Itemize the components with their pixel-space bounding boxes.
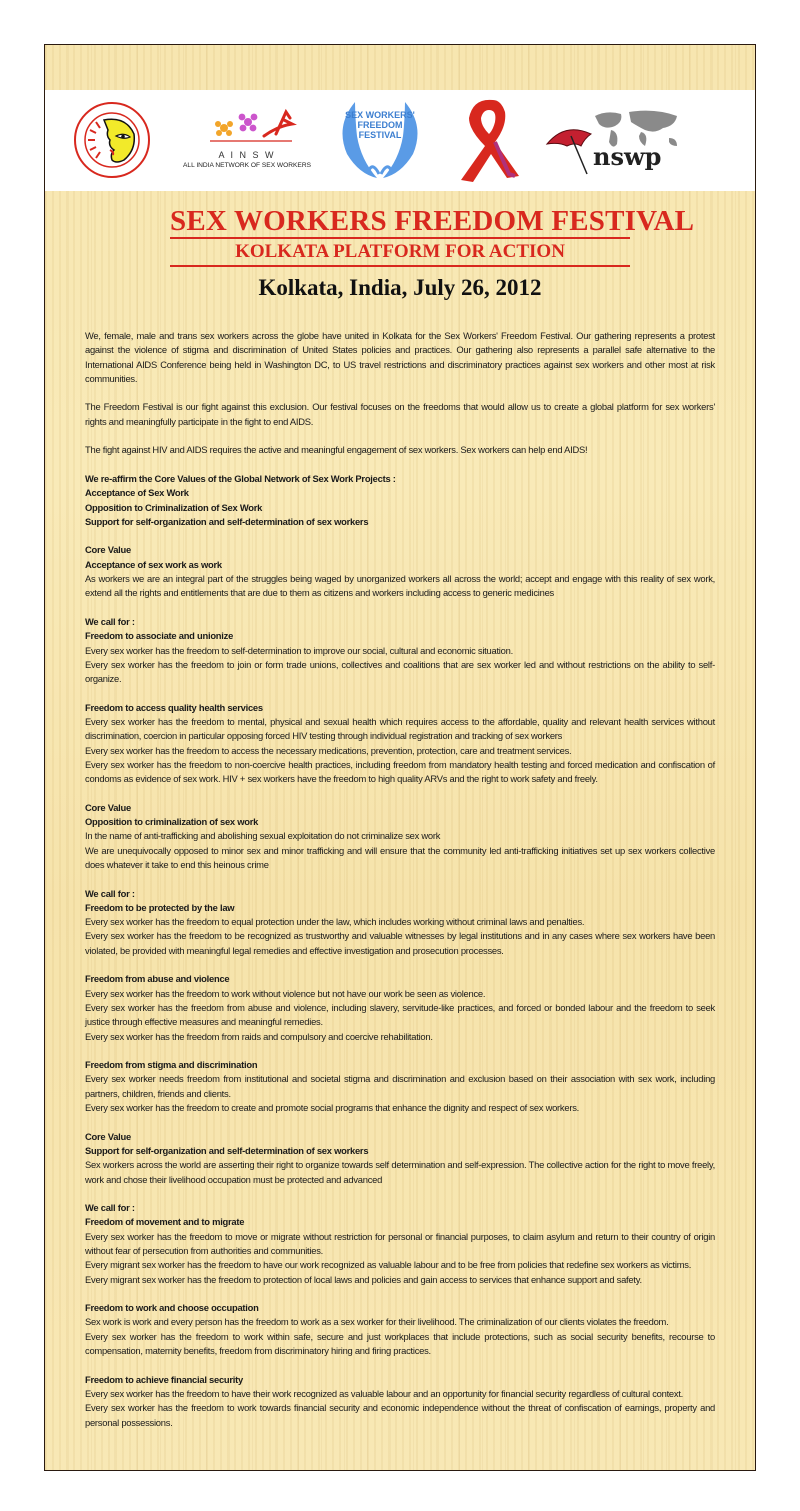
page-title: SEX WORKERS FREEDOM FESTIVAL	[170, 205, 695, 237]
freedom-line: Every sex worker has the freedom to work without violence but not have our work be seen as violence.	[85, 987, 486, 999]
freedom-line: Every sex worker has the freedom from abuse and violence, including slavery, servitude-like practices, and forced or bonded labour and the freedom to seek justice through effective measures and meaningful remedies.	[85, 1001, 715, 1028]
intro-paragraph: The fight against HIV and AIDS requires the active and meaningful engagement of sex workers. Sex workers can help end AIDS!	[85, 444, 588, 456]
freedom-title: Freedom to achieve financial security	[85, 1373, 243, 1385]
reaffirm-item: Acceptance of Sex Work	[85, 487, 189, 499]
poster-frame	[44, 44, 756, 1471]
intro-paragraph: We, female, male and trans sex workers across the globe have united in Kolkata for the Sex Workers' Freedom Festival. Our gathering represents a protest against the violence of stigma and discrimination of United States policies and practices. Our gathering also represents a parallel safe alternative to the International AIDS Conference being held in Washington DC, to US travel restrictions and discriminatory practices against sex workers and other most at risk communities.	[85, 330, 715, 384]
freedom-line: Every sex worker has the freedom to join or form trade unions, collectives and coalitions that are sex worker led and without restrictions on the ability to self-organize.	[85, 658, 715, 685]
core-value-block	[85, 801, 715, 872]
call-for-label: We call for :	[85, 887, 135, 899]
freedom-line: Every sex worker has the freedom to create and promote social programs that enhance the dignity and respect of sex workers.	[85, 1102, 579, 1114]
call-for-label: We call for :	[85, 615, 135, 627]
dmsc-logo	[72, 100, 152, 180]
freedom-line: Every sex worker has the freedom to access the necessary medications, prevention, protection, care and treatment services.	[85, 744, 572, 756]
freedom-line: Every sex worker has the freedom to equal protection under the law, which includes working without criminal laws and penalties.	[85, 916, 585, 928]
page-subtitle: KOLKATA PLATFORM FOR ACTION	[170, 239, 630, 267]
place-date: Kolkata, India, July 26, 2012	[258, 275, 542, 300]
freedom-line: Every sex worker has the freedom to have their work recognized as valuable labour and an opportunity for financial security regardless of cultural context.	[85, 1387, 684, 1399]
ainsw-logo	[172, 104, 322, 180]
freedom-block	[85, 972, 715, 1043]
reaffirm-item: Support for self-organization and self-determination of sex workers	[85, 515, 369, 527]
core-value-label: Core Value	[85, 1130, 131, 1142]
freedom-line: Every sex worker has the freedom to work within safe, secure and just workplaces that include protections, such as social security benefits, recourse to compensation, maternity benefits, freedom from discriminatory hiring and firing practices.	[85, 1330, 715, 1357]
reaffirm-heading: We re-affirm the Core Values of the Global Network of Sex Work Projects :	[85, 472, 396, 484]
freedom-block	[85, 1201, 715, 1287]
freedom-line: Every sex worker has the freedom to be recognized as trustworthy and valuable witnesses by legal institutions and in any cases where sex workers have been violated, be provided with meaningful legal remedies and effective investigation and prosecution processes.	[85, 930, 715, 956]
core-value-block	[85, 1130, 715, 1187]
freedom-title: Freedom of movement and to migrate	[85, 1216, 245, 1228]
intro-paragraph: The Freedom Festival is our fight against this exclusion. Our festival focuses on the freedoms that would allow us to create a global platform for sex workers' rights and meaningfully participate in the fight to end AIDS.	[85, 401, 715, 427]
freedom-line: Every sex worker has the freedom to work towards financial security and economic independence without the threat of confiscation of earnings, property and personal possessions.	[85, 1402, 715, 1428]
freedom-block	[85, 1373, 715, 1430]
ainsw-acronym: A I N S W	[218, 150, 276, 160]
core-value-text: We are unequivocally opposed to minor sex and minor trafficking and will ensure that the community led anti-trafficking initiatives set up sex workers collective does whatever it take to end this heinous crime	[85, 844, 715, 870]
freedom-title: Freedom to associate and unionize	[85, 630, 234, 642]
freedom-title: Freedom from abuse and violence	[85, 973, 230, 985]
freedom-block	[85, 1058, 715, 1115]
freedom-line: Sex work is work and every person has the freedom to work as a sex worker for their livelihood. The criminalization of our clients violates the freedom.	[85, 1316, 669, 1328]
ainsw-flowers-icon	[172, 104, 322, 144]
festival-logo-line1: SEX WORKERS'	[345, 110, 415, 120]
title-block	[45, 205, 755, 303]
freedom-line: Every sex worker has the freedom from raids and compulsory and coercive rehabilitation.	[85, 1030, 433, 1042]
freedom-block	[85, 1301, 715, 1358]
festival-logo-line2: FREEDOM	[357, 120, 403, 130]
ainsw-name: ALL INDIA NETWORK OF SEX WORKERS	[183, 162, 311, 169]
core-value-text: Sex workers across the world are asserting their right to organize towards self determination and self-expression. The collective action for the right to move freely, work and chose their livelihood occupation must be protected and advanced	[85, 1159, 715, 1185]
freedom-line: Every migrant sex worker has the freedom to protection of local laws and policies and gain access to services that enhance support and safety.	[85, 1273, 642, 1285]
core-value-title: Opposition to criminalization of sex work	[85, 816, 259, 828]
core-value-label: Core Value	[85, 544, 131, 556]
reaffirm-item: Opposition to Criminalization of Sex Work	[85, 501, 263, 513]
logo-band	[45, 90, 755, 191]
nswp-logo	[545, 108, 705, 178]
freedom-block	[85, 701, 715, 787]
core-value-title: Acceptance of sex work as work	[85, 558, 222, 570]
freedom-line: Every sex worker needs freedom from institutional and societal stigma and discrimination and exclusion based on their association with sex work, including partners, children, friends and clients.	[85, 1073, 715, 1099]
core-value-label: Core Value	[85, 801, 131, 813]
freedom-title: Freedom from stigma and discrimination	[85, 1059, 258, 1071]
freedom-line: Every sex worker has the freedom to move or migrate without restriction for personal or financial purposes, to claim asylum and return to their country of origin without fear of persecution from authorities and communities.	[85, 1230, 715, 1256]
freedom-line: Every migrant sex worker has the freedom to have our work recognized as valuable labour and to be free from policies that redefine sex workers as victims.	[85, 1259, 692, 1271]
core-value-title: Support for self-organization and self-determination of sex workers	[85, 1144, 369, 1156]
freedom-title: Freedom to work and choose occupation	[85, 1302, 259, 1314]
reaffirm-block	[85, 472, 715, 529]
call-for-label: We call for :	[85, 1202, 135, 1214]
freedom-title: Freedom to be protected by the law	[85, 901, 235, 913]
freedom-line: Every sex worker has the freedom to mental, physical and sexual health which requires access to the affordable, quality and relevant health services without discrimination, coercion in particular opposing forced HIV testing through individual registration and tracking of sex workers	[85, 716, 715, 742]
core-value-text: In the name of anti-trafficking and abolishing sexual exploitation do not criminalize sex work	[85, 830, 441, 842]
core-value-block	[85, 543, 715, 600]
red-ribbon-icon	[455, 96, 525, 186]
freedom-title: Freedom to access quality health services	[85, 701, 263, 713]
freedom-line: Every sex worker has the freedom to non-coercive health practices, including freedom from mandatory health testing and forced medication and confiscation of condoms as evidence of sex work. HIV + sex workers have the freedom to high quality ARVs and the right to work safety and freely.	[85, 758, 715, 785]
festival-logo	[335, 96, 425, 184]
festival-logo-line3: FESTIVAL	[358, 130, 402, 140]
freedom-block	[85, 615, 715, 686]
nswp-name: nswp	[593, 142, 662, 171]
core-value-text: As workers we are an integral part of the struggles being waged by unorganized workers all across the world; accept and engage with this reality of sex work, extend all the rights and entitlements that are due to them as citizens and workers including access to generic medicines	[85, 573, 715, 599]
document-body	[85, 329, 715, 1444]
freedom-block	[85, 887, 715, 958]
freedom-line: Every sex worker has the freedom to self-determination to improve our social, cultural and economic situation.	[85, 644, 513, 656]
